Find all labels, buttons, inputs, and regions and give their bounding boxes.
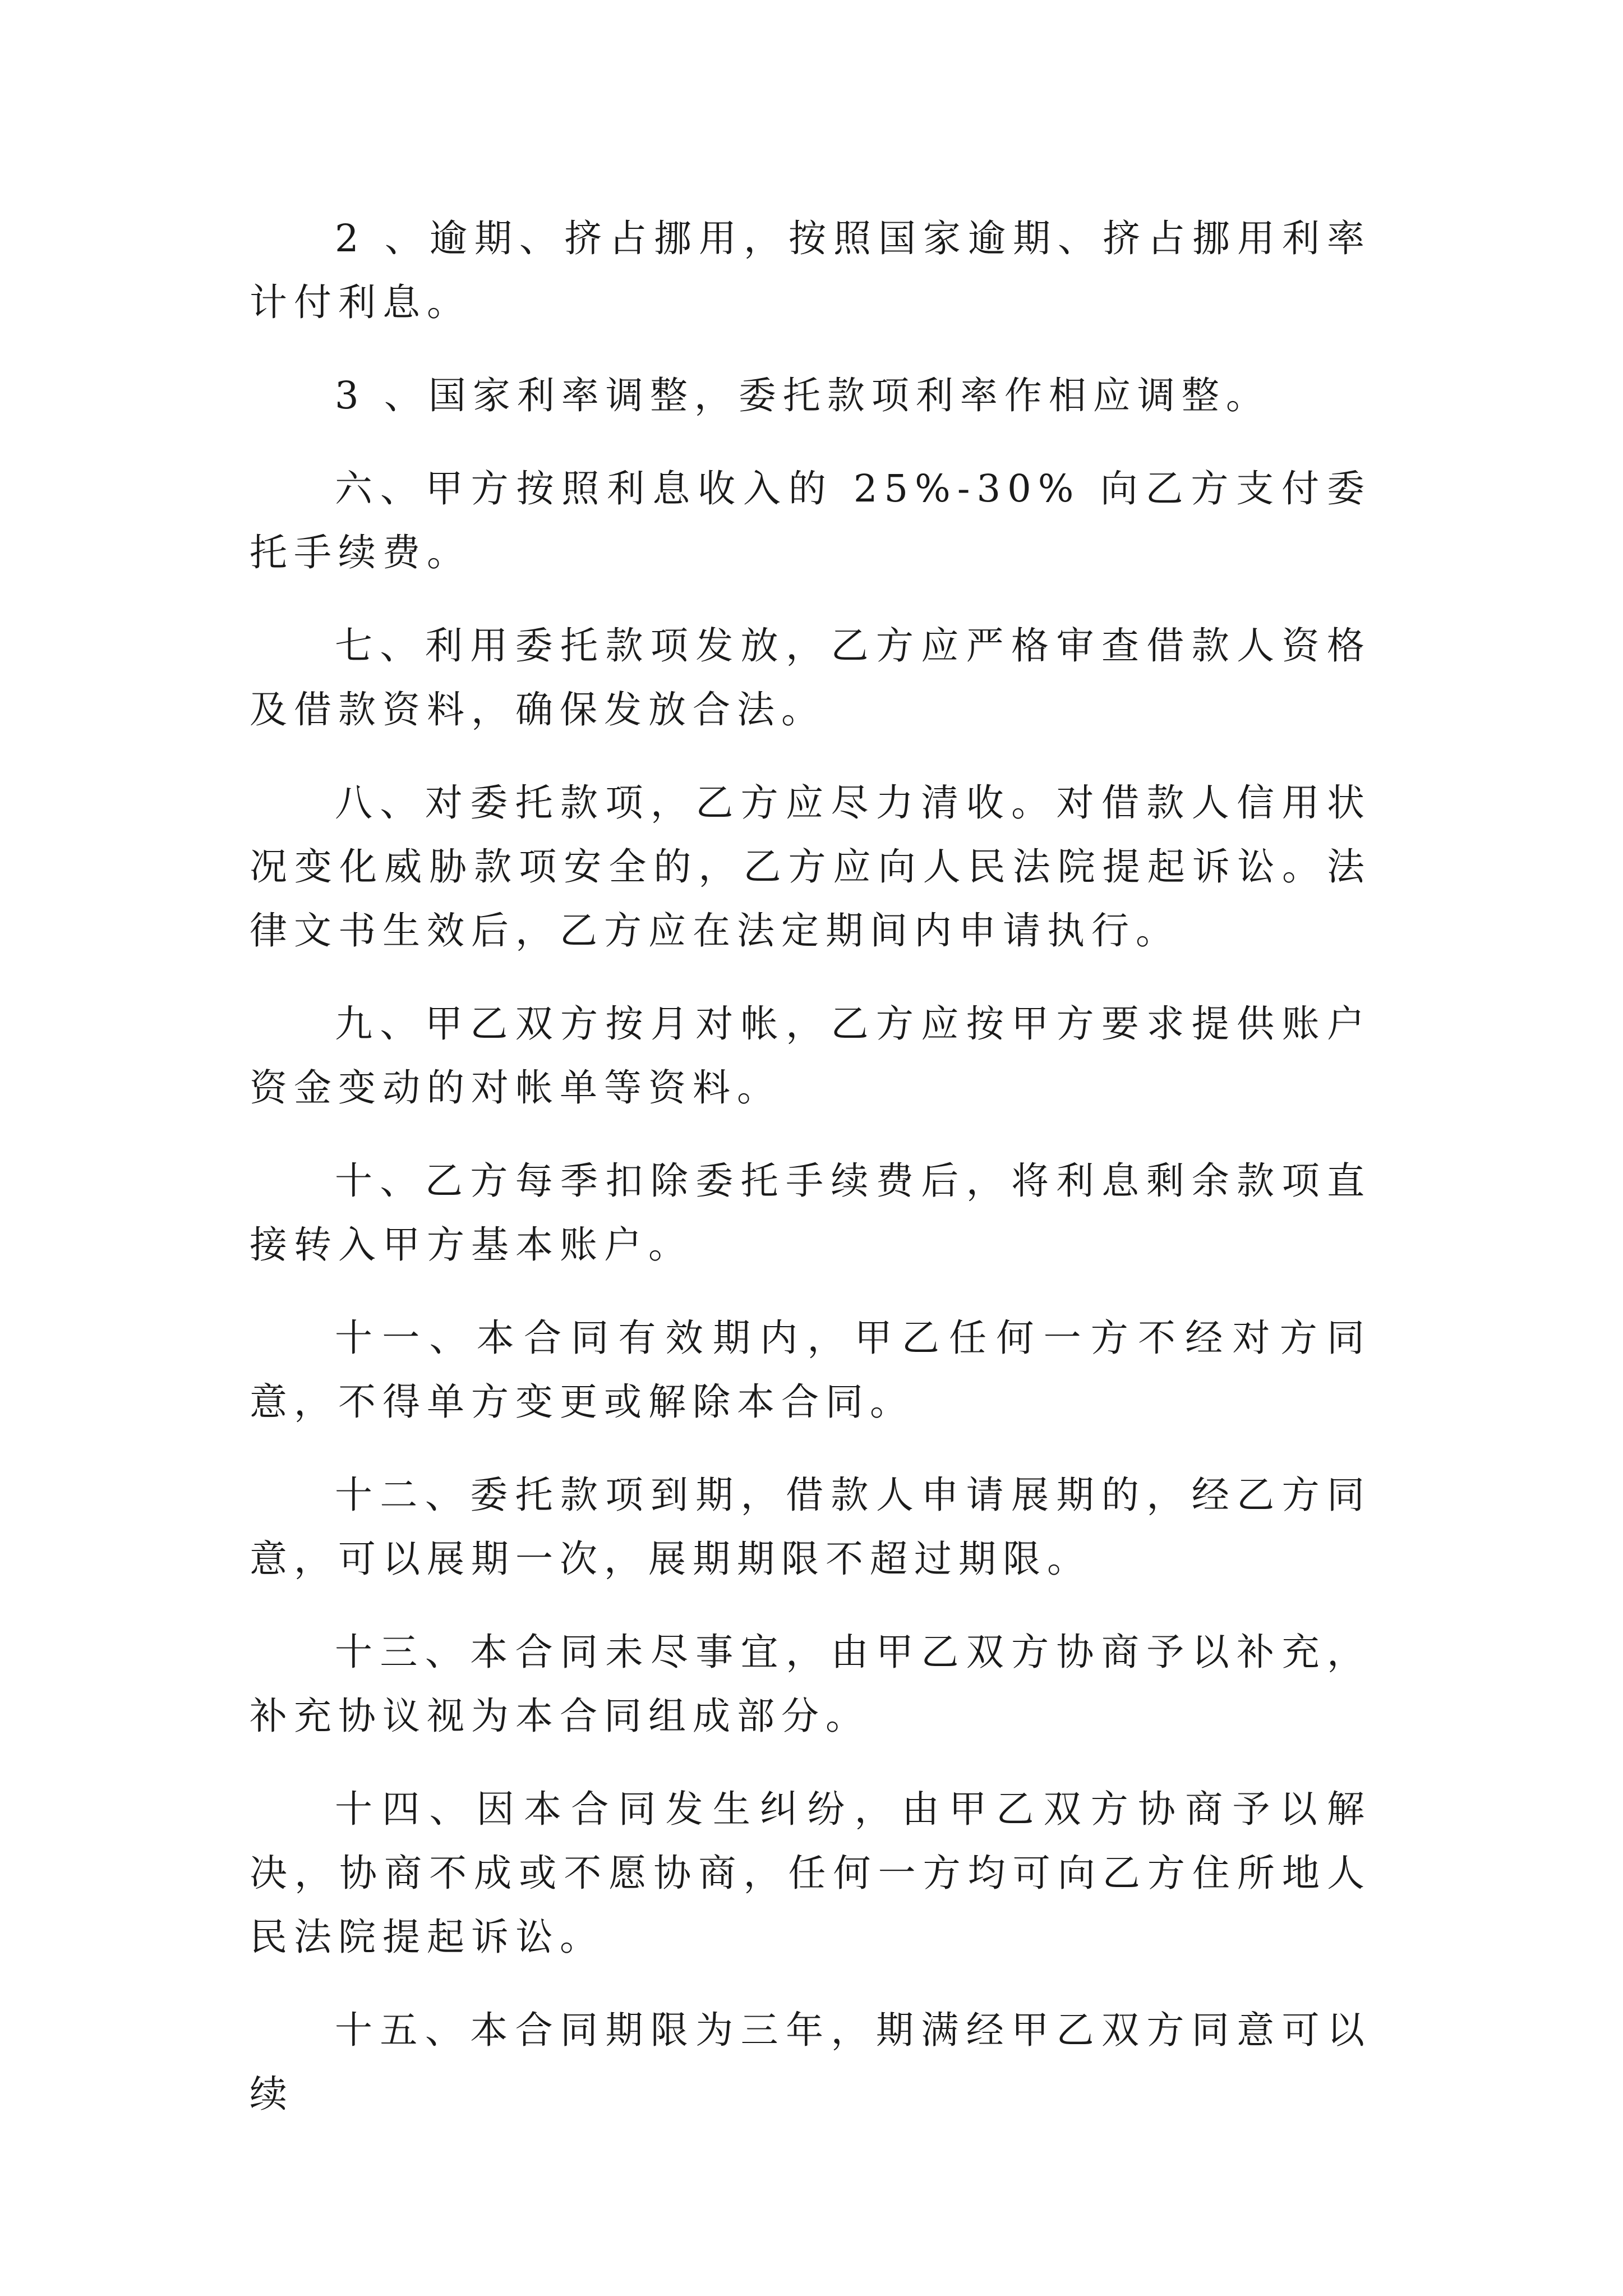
paragraph-clause-5-2: 2 、逾期、挤占挪用，按照国家逾期、挤占挪用利率计付利息。 bbox=[250, 217, 1371, 324]
document-body bbox=[250, 206, 1371, 2155]
paragraph-clause-14: 十四、因本合同发生纠纷，由甲乙双方协商予以解决，协商不成或不愿协商，任何一方均可向乙方住所地人民法院提起诉讼。 bbox=[250, 1787, 1371, 1959]
paragraph-clause-11: 十一、本合同有效期内，甲乙任何一方不经对方同意，不得单方变更或解除本合同。 bbox=[250, 1316, 1371, 1424]
paragraph-clause-8: 八、对委托款项，乙方应尽力清收。对借款人信用状况变化威胁款项安全的，乙方应向人民法院提起诉讼。法律文书生效后，乙方应在法定期间内申请执行。 bbox=[250, 781, 1371, 953]
paragraph-clause-9: 九、甲乙双方按月对帐，乙方应按甲方要求提供账户资金变动的对帐单等资料。 bbox=[250, 1002, 1371, 1110]
paragraph-clause-5-3: 3 、国家利率调整，委托款项利率作相应调整。 bbox=[335, 374, 1270, 417]
paragraph-clause-13: 十三、本合同未尽事宜，由甲乙双方协商予以补充，补充协议视为本合同组成部分。 bbox=[250, 1630, 1371, 1738]
paragraph-clause-10: 十、乙方每季扣除委托手续费后，将利息剩余款项直接转入甲方基本账户。 bbox=[250, 1159, 1371, 1267]
paragraph-clause-15: 十五、本合同期限为三年，期满经甲乙双方同意可以续 bbox=[250, 2008, 1371, 2116]
paragraph-clause-6: 六、甲方按照利息收入的 25%-30% 向乙方支付委托手续费。 bbox=[250, 467, 1371, 574]
paragraph-clause-7: 七、利用委托款项发放，乙方应严格审查借款人资格及借款资料，确保发放合法。 bbox=[250, 624, 1371, 731]
paragraph-clause-12: 十二、委托款项到期，借款人申请展期的，经乙方同意，可以展期一次，展期期限不超过期限。 bbox=[250, 1473, 1371, 1581]
